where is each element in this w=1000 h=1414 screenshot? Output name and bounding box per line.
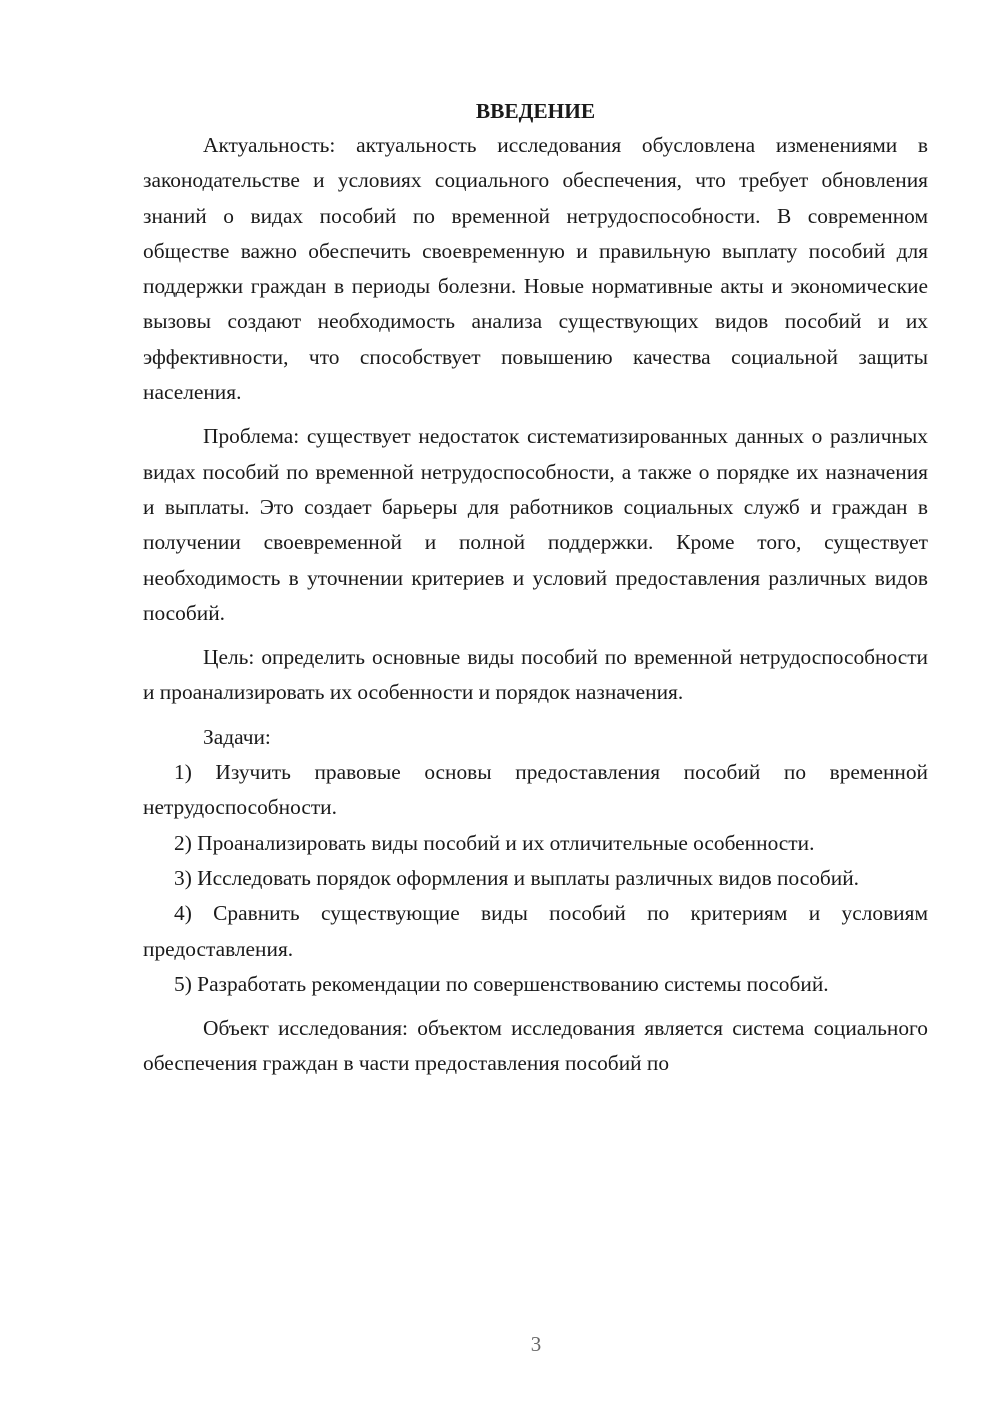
- section-title: ВВЕДЕНИЕ: [475, 99, 596, 123]
- paragraph-relevance: Актуальность: актуальность исследования обусловлена изменениями в законодательстве и условиях социального обеспечения, что требует обновления знаний о видах пособий по временной нетрудоспособности. В современном обществе важно обеспечить своевременную и правильную выплату пособий для поддержки граждан в периоды болезни. Новые нормативные акты и экономические вызовы создают необходимость анализа существующих видов пособий и их эффективности, что способствует повышению качества социальной защиты населения.: [143, 133, 928, 405]
- task-item-1: 1) Изучить правовые основы предоставления пособий по временной нетрудоспособности.: [143, 760, 928, 820]
- paragraph-tasks-heading: Задачи:: [203, 724, 271, 749]
- paragraph-object: Объект исследования: объектом исследования является система социального обеспечения граждан в части предоставления пособий по: [143, 1016, 928, 1076]
- document-page: [143, 94, 928, 1082]
- task-item-5: 5) Разработать рекомендации по совершенствованию системы пособий.: [174, 971, 829, 996]
- paragraph-problem: Проблема: существует недостаток систематизированных данных о различных видах пособий по временной нетрудоспособности, а также о порядке их назначения и выплаты. Это создает барьеры для работников социальных служб и граждан в получении своевременной и полной поддержки. Кроме того, существует необходимость в уточнении критериев и условий предоставления различных видов пособий.: [143, 424, 928, 625]
- paragraph-goal: Цель: определить основные виды пособий по временной нетрудоспособности и проанализировать их особенности и порядок назначения.: [143, 645, 928, 705]
- task-item-3: 3) Исследовать порядок оформления и выплаты различных видов пособий.: [174, 865, 860, 890]
- task-item-4: 4) Сравнить существующие виды пособий по критериям и условиям предоставления.: [143, 901, 928, 961]
- page-number: 3: [530, 1332, 542, 1356]
- task-item-2: 2) Проанализировать виды пособий и их отличительные особенности.: [174, 830, 815, 855]
